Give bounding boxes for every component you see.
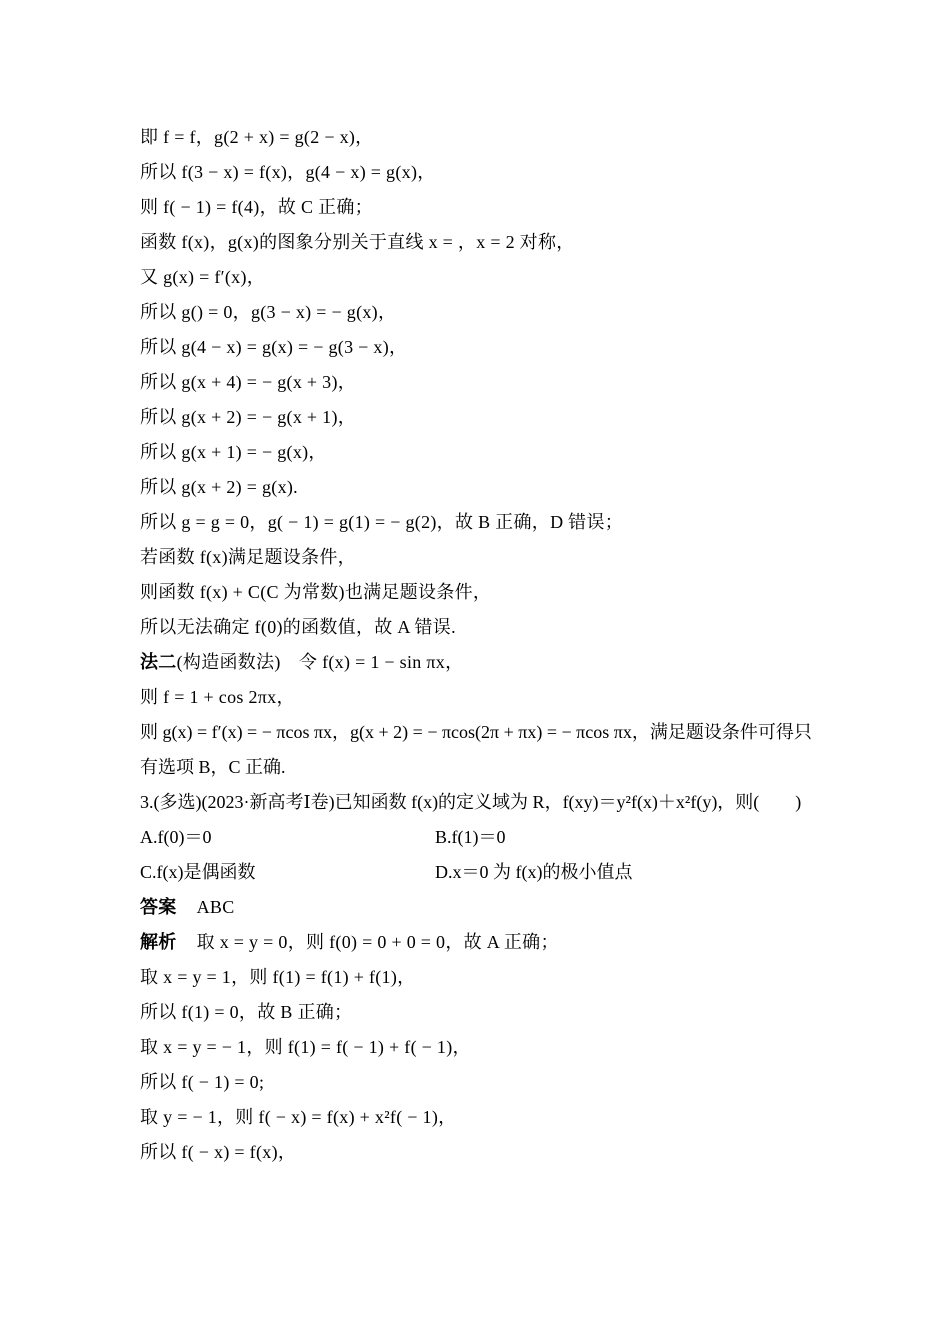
text-line: 所以 g(x + 4) = − g(x + 3)， xyxy=(140,372,357,392)
options-row xyxy=(140,820,820,855)
text-line: 所以 g(x + 2) = − g(x + 1)， xyxy=(140,407,357,427)
text-paragraph: 则 g(x) = f′(x) = − πcos πx，g(x + 2) = − πcos(2π + πx) = − πcos πx，满足题设条件可得只有选项 B，C 正确. xyxy=(140,722,812,777)
text-line: 取 y = − 1，则 f( − x) = f(x) + x²f( − 1)， xyxy=(140,1107,457,1127)
solution-content xyxy=(140,120,820,1170)
text-line: 所以 g() = 0，g(3 − x) = − g(x)， xyxy=(140,302,397,322)
option-d: D.x＝0 为 f(x)的极小值点 xyxy=(435,862,633,882)
analysis-line xyxy=(140,925,820,960)
text-line: 所以 f( − 1) = 0; xyxy=(140,1072,265,1092)
text-line: 所以 g = g = 0，g( − 1) = g(1) = − g(2)，故 B 正确，D 错误； xyxy=(140,512,624,532)
answer-label: 答案 xyxy=(140,897,177,917)
text-line: 即 f = f，g(2 + x) = g(2 − x)， xyxy=(140,127,374,147)
text-line: 所以 f( − x) = f(x)， xyxy=(140,1142,297,1162)
analysis-text: 取 x = y = 0，则 f(0) = 0 + 0 = 0，故 A 正确； xyxy=(196,932,559,952)
answer-value: ABC xyxy=(196,897,235,917)
text-line: 所以无法确定 f(0)的函数值，故 A 错误. xyxy=(140,617,456,637)
text-line: 则 f( − 1) = f(4)，故 C 正确； xyxy=(140,197,373,217)
method-two-line xyxy=(140,645,820,680)
option-c: C.f(x)是偶函数 xyxy=(140,862,256,882)
answer-line xyxy=(140,890,820,925)
method-two-text: (构造函数法) 令 f(x) = 1 − sin πx， xyxy=(176,652,464,672)
text-line: 取 x = y = − 1，则 f(1) = f( − 1) + f( − 1)， xyxy=(140,1037,471,1057)
analysis-label: 解析 xyxy=(140,932,177,952)
options-row xyxy=(140,855,820,890)
text-line: 所以 f(3 − x) = f(x)，g(4 − x) = g(x)， xyxy=(140,162,436,182)
text-line: 所以 g(x + 1) = − g(x)， xyxy=(140,442,327,462)
option-b: B.f(1)＝0 xyxy=(435,827,506,847)
text-line: 函数 f(x)，g(x)的图象分别关于直线 x = ，x = 2 对称， xyxy=(140,232,575,252)
text-line: 若函数 f(x)满足题设条件， xyxy=(140,547,356,567)
text-line: 所以 g(x + 2) = g(x). xyxy=(140,477,298,497)
text-line: 则 f = 1 + cos 2πx， xyxy=(140,687,295,707)
text-line: 所以 g(4 − x) = g(x) = − g(3 − x)， xyxy=(140,337,408,357)
text-line: 则函数 f(x) + C(C 为常数)也满足题设条件， xyxy=(140,582,492,602)
text-line: 取 x = y = 1，则 f(1) = f(1) + f(1)， xyxy=(140,967,416,987)
method-two-label: 法二 xyxy=(140,652,177,672)
text-line: 所以 f(1) = 0，故 B 正确； xyxy=(140,1002,353,1022)
option-a: A.f(0)＝0 xyxy=(140,827,212,847)
text-line: 又 g(x) = f′(x)， xyxy=(140,267,266,287)
question-stem: 3.(多选)(2023·新高考Ⅰ卷)已知函数 f(x)的定义域为 R，f(xy)＝y²f(x)＋x²f(y)，则( ) xyxy=(140,792,802,812)
